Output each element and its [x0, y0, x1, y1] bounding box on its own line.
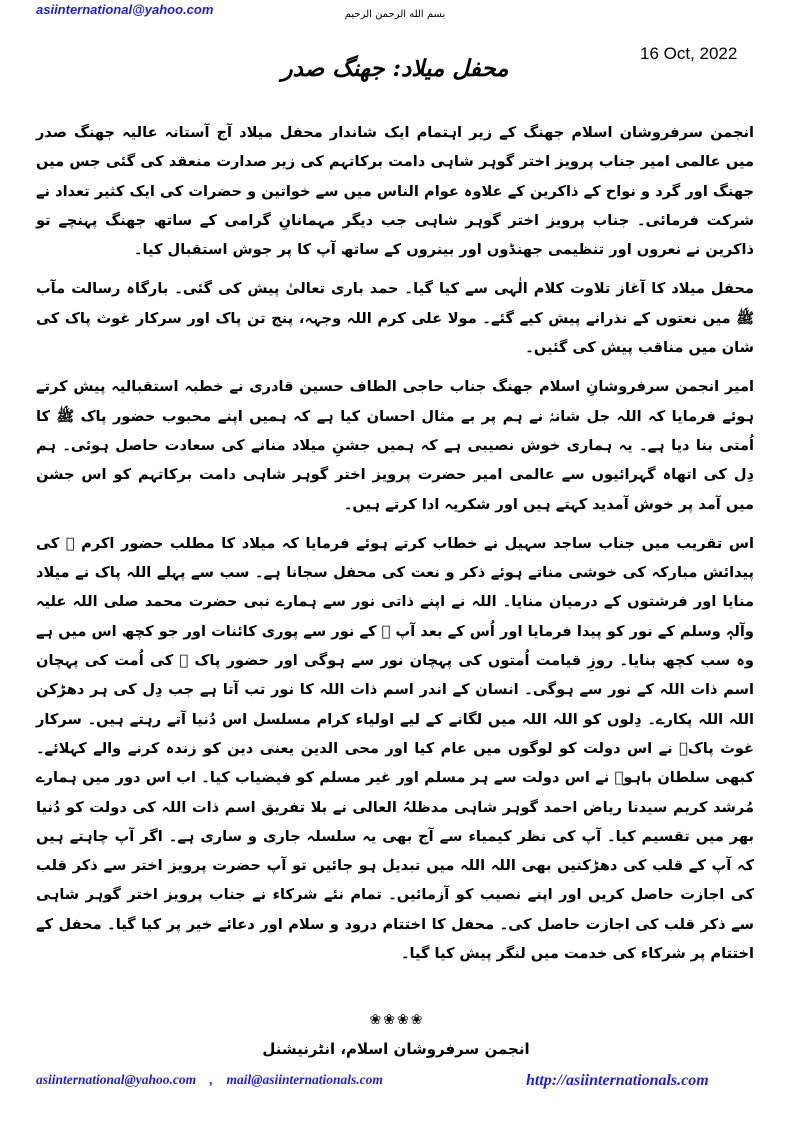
bismillah-text: بسم الله الرحمن الرحیم: [344, 9, 446, 20]
page-title: محفل میلاد: جھنگ صدر: [281, 55, 509, 82]
article-paragraph-2: محفل میلاد کا آغاز تلاوت کلام الٰہی سے کیا گیا۔ حمد باری تعالیٰ پیش کی گئی۔ بارگاہ رسالت مآب ﷺ میں نعتوں کے نذرانے پیش کیے گئے۔ مولا علی کرم اللہ وجہہ، پنج تن پاک اور سرکار غوث پاک کی شان میں مناقب پیش کی گئیں۔: [36, 280, 754, 357]
article-paragraph-1: انجمن سرفروشان اسلام جھنگ کے زیر اہتمام ایک شاندار محفل میلاد آج آستانہ عالیہ جھنگ صدر میں عالمی امیر جناب پرویز اختر گوہر شاہی دامت برکاتہم کی زیر صدارت منعقد کی گئی جس میں جھنگ اور گرد و نواح کے ذاکرین کے علاوہ عوام الناس میں سے خواتین و حضرات کی ایک کثیر تعداد نے شرکت فرمائی۔ جناب پرویز اختر گوہر شاہی جب دیگر مہمانانِ گرامی کے ساتھ جھنگ پہنچے تو ذاکرین نے نعروں اور تنظیمی جھنڈوں اور بینروں کے ساتھ آپ کا پر جوش استقبال کیا۔: [36, 124, 754, 259]
footer-website-link[interactable]: http://asiinternationals.com: [526, 1072, 709, 1089]
article-paragraph-4: اس تقریب میں جناب ساجد سہیل نے خطاب کرتے ہوئے فرمایا کہ میلاد کا مطلب حضور اکرم ﷺ کی پیدائش مبارکہ کی خوشی مناتے ہوئے ذکر و نعت کی محفل سجانا ہے۔ سب سے پہلے اللہ پاک نے میلاد منایا اور فرشتوں کے درمیان منایا۔ اللہ نے اپنے ذاتی نور سے ہمارے نبی حضرت محمد صلی اللہ علیہ وآلہٖ وسلم کے نور کو پیدا فرمایا اور اُس کے بعد آپ ﷺ کے نور سے پوری کائنات اور جو کچھ اس میں ہے وہ سب کچھ بنایا۔ روزِ قیامت اُمتوں کی پہچان نور سے ہوگی اور حضور پاک ﷺ کی اُمت کی پہچان اسم ذات اللہ کے نور سے ہوگی۔ انسان کے اندر اسم ذات اللہ کا نور تب آتا ہے جب دِل کی ہر دھڑکن اللہ اللہ پکارے۔ دِلوں کو اللہ اللہ میں لگانے کے لیے اولیاء کرام مسلسل اس دُنیا آتے رہتے ہیں۔ سرکار غوث پاکؓ نے اس دولت کو لوگوں میں عام کیا اور محی الدین یعنی دین کو زندہ کرنے والے کہلائے۔ کبھی سلطان باہوؒ نے اس دولت سے ہر مسلم اور غیر مسلم کو فیضیاب کیا۔ اب اس دور میں ہمارے مُرشد کریم سیدنا ریاض احمد گوہر شاہی مدظلہُ العالی نے بلا تفریق اسم ذات اللہ کی دولت کو دُنیا بھر میں تقسیم کیا۔ آپ کی نظر کیمیاء سے آج بھی یہ سلسلہ جاری و ساری ہے۔ اگر آپ چاہتے ہیں کہ آپ کے قلب کی دھڑکنیں بھی اللہ اللہ میں تبدیل ہو جائیں تو آپ حضرت پرویز اختر سے ذکر قلب کی اجازت حاصل کریں اور اپنے نصیب کو آزمائیں۔ تمام نئے شرکاء نے جناب پرویز اختر گوہر شاہی سے ذکر قلب کی اجازت حاصل کی۔ محفل کا اختتام درود و سلام اور دعائے خیر پر کیا گیا۔ محفل کے اختتام پر شرکاء کی خدمت میں لنگر پیش کیا گیا۔: [36, 534, 754, 963]
footer-email-links[interactable]: asiinternational@yahoo.com , mail@asiinternationals.com: [36, 1072, 383, 1087]
article-body: [36, 118, 754, 978]
flower-ornament-icon: ❀❀❀❀: [369, 1012, 425, 1028]
header-email-link[interactable]: asiinternational@yahoo.com: [36, 2, 214, 17]
organization-name: انجمن سرفروشان اسلام، انٹرنیشنل: [262, 1040, 530, 1058]
article-date: 16 Oct, 2022: [640, 44, 738, 63]
article-paragraph-3: امیر انجمن سرفروشانِ اسلام جھنگ جناب حاجی الطاف حسین قادری نے خطبہ استقبالیہ پیش کرتے ہوئے فرمایا کہ اللہ جل شانہٗ نے ہم پر بے مثال احسان کیا ہے کہ ہمیں اپنے محبوب حضور پاک ﷺ کا اُمتی بنا دیا ہے۔ یہ ہماری خوش نصیبی ہے کہ ہمیں جشنِ میلاد منانے کی سعادت حاصل ہوئی۔ ہم دِل کی اتھاہ گہرائیوں سے عالمی امیر حضرت پرویز اختر گوہر شاہی دامت برکاتہم کو اس جشن میں آمد پر خوش آمدید کہتے ہیں اور شکریہ ادا کرتے ہیں۔: [36, 378, 754, 513]
